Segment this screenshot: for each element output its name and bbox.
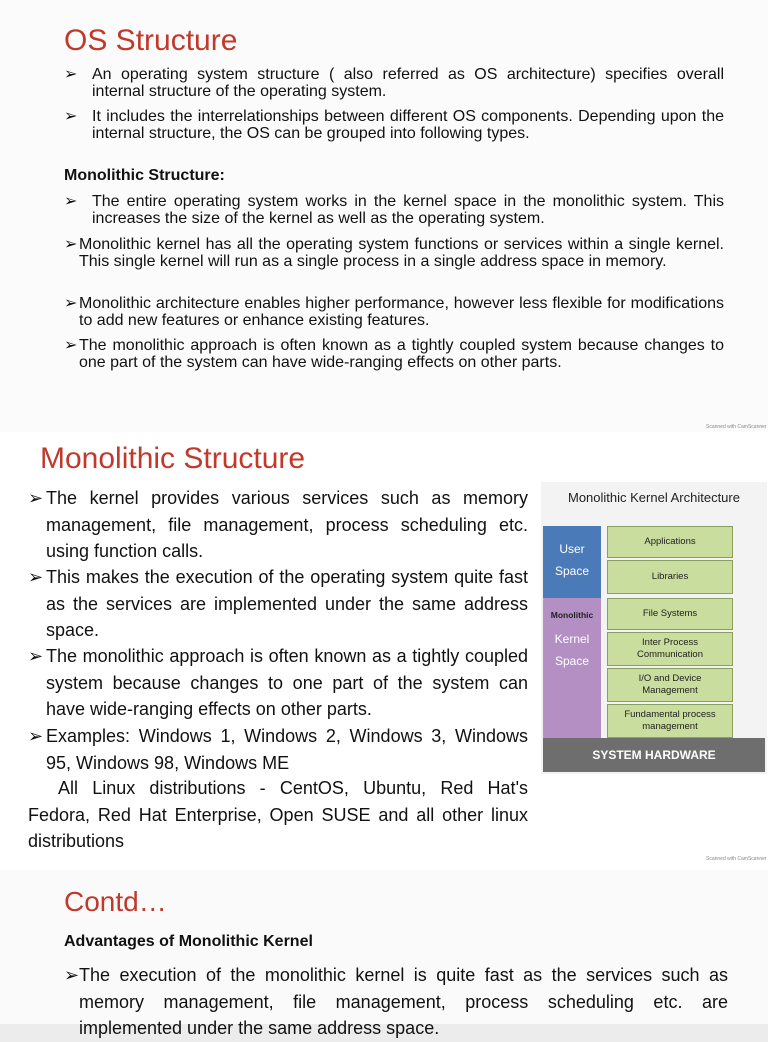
kernel-space-label: Monolithic — [550, 610, 594, 620]
bullet-text: The kernel provides various services such as memory management, file management, process scheduling etc. using function calls. — [46, 488, 528, 561]
bullet-text: The execution of the monolithic kernel is quite fast as the services such as memory management, file management, process scheduling etc. are implemented under the same address space. — [79, 965, 728, 1038]
kernel-space-label: Space — [554, 654, 590, 668]
bullet-text: An operating system structure ( also referred as OS architecture) specifies overall internal structure of the operating system. — [92, 66, 724, 100]
bullet-item — [64, 236, 724, 270]
bullet-text: Examples: Windows 1, Windows 2, Windows 3, Windows 95, Windows 98, Windows ME — [46, 726, 528, 773]
bullet-item — [28, 564, 528, 644]
layer-box: Applications — [607, 526, 733, 558]
user-space-label: Space — [554, 564, 590, 578]
bullet-text: Monolithic kernel has all the operating system functions or services within a single kernel. This single kernel will run as a single process in a single address space in memory. — [79, 236, 724, 270]
arrow-bullet-icon: ➢ — [64, 337, 78, 354]
arrow-bullet-icon: ➢ — [64, 193, 78, 210]
scanner-stamp: Scanned with CamScanner — [706, 856, 767, 862]
bullet-item — [64, 962, 728, 1042]
slide-title: OS Structure — [64, 24, 238, 57]
section-heading: Advantages of Monolithic Kernel — [64, 933, 313, 950]
bullet-text: The monolithic approach is often known as a tightly coupled system because changes to one part of the system can have wide-ranging effects on other parts. — [79, 337, 724, 371]
monolithic-kernel-diagram — [541, 482, 767, 774]
arrow-bullet-icon: ➢ — [64, 66, 78, 83]
slide-monolithic-structure — [0, 432, 768, 870]
slide-title: Contd… — [64, 886, 167, 917]
bullet-text: The monolithic approach is often known as a tightly coupled system because changes to one part of the system can have wide-ranging effects on other parts. — [46, 646, 528, 719]
layer-box: Fundamental process management — [607, 704, 733, 738]
bullet-item — [64, 66, 724, 100]
kernel-space-label: Kernel — [554, 632, 590, 646]
slide-contd — [0, 870, 768, 1038]
bullet-item — [64, 108, 724, 142]
bullet-item — [28, 485, 528, 565]
section-heading: Monolithic Structure: — [64, 167, 225, 184]
system-hardware-block: SYSTEM HARDWARE — [543, 738, 765, 772]
bullet-item — [28, 723, 528, 776]
layer-box: Inter Process Communication — [607, 632, 733, 666]
user-space-block — [543, 526, 601, 598]
arrow-bullet-icon: ➢ — [64, 108, 78, 125]
bullet-item — [64, 337, 724, 371]
slide-os-structure — [0, 0, 768, 432]
bullet-item — [64, 193, 724, 227]
arrow-bullet-icon: ➢ — [28, 567, 44, 587]
arrow-bullet-icon: ➢ — [64, 236, 78, 253]
arrow-bullet-icon: ➢ — [64, 295, 78, 312]
slide-title: Monolithic Structure — [40, 442, 306, 475]
bullet-item — [64, 295, 724, 329]
scanner-stamp: Scanned with CamScanner — [706, 424, 767, 430]
bullet-text: Monolithic architecture enables higher performance, however less flexible for modifications to add new features or enhance existing features. — [79, 295, 724, 329]
bullet-text: It includes the interrelationships between different OS components. Depending upon the internal structure, the OS can be grouped into following types. — [92, 108, 724, 142]
arrow-bullet-icon: ➢ — [64, 965, 80, 985]
diagram-title: Monolithic Kernel Architecture — [568, 490, 740, 505]
arrow-bullet-icon: ➢ — [28, 646, 44, 666]
arrow-bullet-icon: ➢ — [28, 488, 44, 508]
bullet-text: The entire operating system works in the kernel space in the monolithic system. This increases the size of the kernel as well as the operating system. — [92, 193, 724, 227]
layer-box: I/O and Device Management — [607, 668, 733, 702]
user-space-label: User — [559, 542, 585, 556]
bullet-text: This makes the execution of the operating system quite fast as the services are implemented under the same address space. — [46, 567, 528, 640]
bullet-item — [28, 643, 528, 723]
kernel-space-block — [543, 598, 601, 738]
arrow-bullet-icon: ➢ — [28, 726, 44, 746]
linux-examples-text: All Linux distributions - CentOS, Ubuntu, Red Hat's Fedora, Red Hat Enterprise, Open SUSE and all other linux distributions — [28, 778, 528, 851]
layer-box: File Systems — [607, 598, 733, 630]
layer-box: Libraries — [607, 560, 733, 594]
